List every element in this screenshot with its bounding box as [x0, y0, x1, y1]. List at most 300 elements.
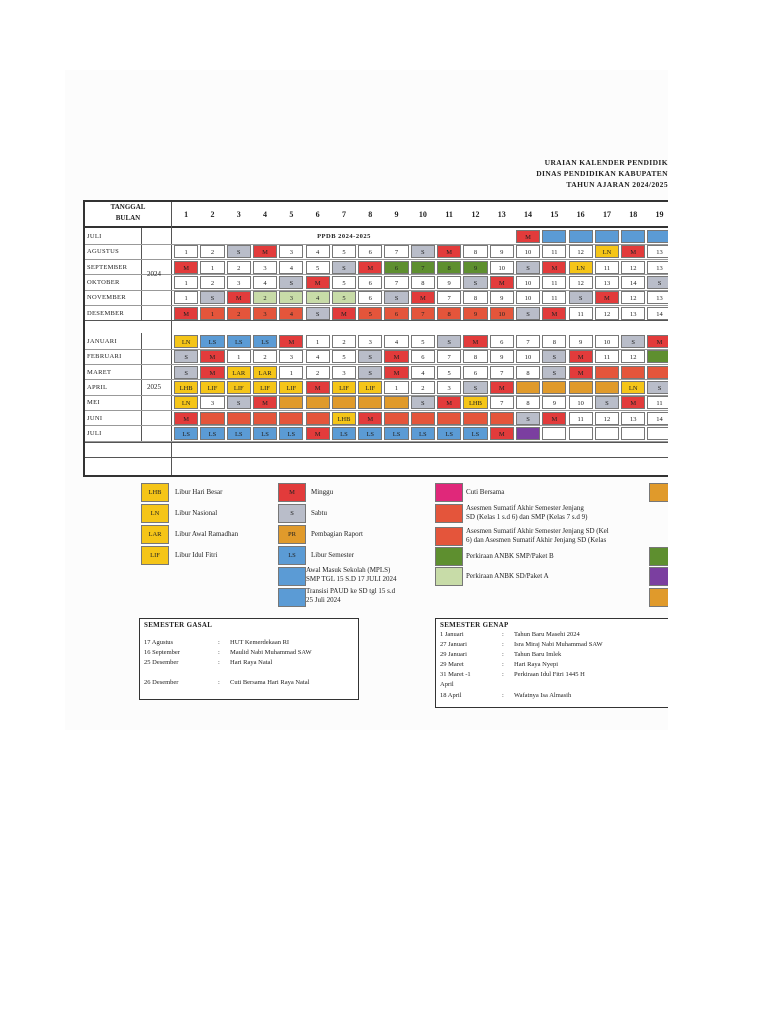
day-cell: 11	[595, 261, 619, 274]
day-header-9: 9	[394, 210, 399, 219]
day-cell: 2	[253, 350, 277, 363]
day-cell: 9	[463, 261, 487, 274]
day-cell: 10	[516, 276, 540, 289]
day-cell	[647, 230, 668, 243]
day-cell	[200, 412, 224, 425]
day-cell: LHB	[174, 381, 198, 394]
day-cell: 4	[306, 245, 330, 258]
day-cell	[647, 366, 668, 379]
day-cell: 3	[279, 350, 303, 363]
day-cell: S	[227, 396, 251, 409]
day-cell: S	[227, 245, 251, 258]
day-cell: LIF	[253, 381, 277, 394]
y2024-month-desember: DESEMBER	[87, 309, 125, 317]
day-cell: 10	[516, 350, 540, 363]
day-cell: 12	[621, 261, 645, 274]
day-cell: 12	[569, 245, 593, 258]
event-date: 1 Januari	[440, 631, 464, 638]
day-cell: 7	[437, 291, 461, 304]
day-cell: 13	[647, 245, 668, 258]
day-cell: 8	[463, 350, 487, 363]
day-cell: 3	[358, 335, 382, 348]
legend-swatch-lar: LAR	[141, 525, 169, 544]
day-cell: 8	[516, 396, 540, 409]
day-cell: M	[490, 427, 514, 440]
event-date: 25 Desember	[144, 659, 179, 666]
legend-label-ln: Libur Nasional	[175, 509, 218, 517]
legend-swatch-col3	[435, 567, 463, 586]
day-cell: M	[174, 307, 198, 320]
day-header-7: 7	[341, 210, 346, 219]
day-cell: LS	[332, 427, 356, 440]
day-cell: 1	[279, 366, 303, 379]
day-cell: S	[516, 307, 540, 320]
legend-label-s: Sabtu	[311, 509, 327, 517]
day-cell: 9	[490, 291, 514, 304]
legend-swatch-col3	[435, 527, 463, 546]
day-cell: M	[542, 412, 566, 425]
day-cell: M	[647, 335, 668, 348]
event-date: 29 Maret	[440, 661, 464, 668]
day-cell: LIF	[227, 381, 251, 394]
day-cell: LS	[253, 427, 277, 440]
day-cell: 2	[411, 381, 435, 394]
spacer-row-3	[85, 457, 668, 458]
day-cell: 7	[437, 350, 461, 363]
day-cell: 6	[384, 261, 408, 274]
day-cell: 13	[621, 307, 645, 320]
day-cell: 14	[647, 412, 668, 425]
day-header-4: 4	[263, 210, 268, 219]
legend-label-lhb: Libur Hari Besar	[175, 488, 223, 496]
day-cell: M	[306, 381, 330, 394]
legend-swatch-col3	[435, 547, 463, 566]
day-cell: LS	[279, 427, 303, 440]
day-header-10: 10	[418, 210, 427, 219]
y2025-month-maret: MARET	[87, 368, 112, 376]
day-cell: S	[621, 335, 645, 348]
day-cell: 12	[595, 307, 619, 320]
event-separator: :	[502, 651, 504, 658]
day-cell	[306, 396, 330, 409]
day-cell: S	[542, 366, 566, 379]
semester-gasal-box	[139, 618, 359, 700]
day-cell: S	[411, 245, 435, 258]
day-cell: 4	[253, 276, 277, 289]
day-cell: 5	[332, 276, 356, 289]
day-cell: M	[253, 396, 277, 409]
day-cell: 8	[411, 276, 435, 289]
day-cell: 1	[384, 381, 408, 394]
day-cell: LS	[200, 335, 224, 348]
day-header-19: 19	[655, 210, 664, 219]
spacer-row-1	[85, 320, 668, 321]
day-cell: 6	[411, 350, 435, 363]
day-cell: 5	[332, 291, 356, 304]
day-cell: S	[463, 381, 487, 394]
event-date: 16 September	[144, 649, 180, 656]
day-cell: LHB	[463, 396, 487, 409]
day-cell: M	[174, 412, 198, 425]
day-cell: 3	[332, 366, 356, 379]
legend-swatch-blue-extra	[278, 588, 306, 607]
day-cell: LS	[227, 335, 251, 348]
calendar-table	[83, 200, 668, 477]
day-cell: 1	[200, 307, 224, 320]
day-cell: LS	[253, 335, 277, 348]
day-cell	[542, 381, 566, 394]
legend-col3-line1: Asesmen Sumatif Akhir Semester Jenjang SD (Kel	[466, 527, 609, 535]
legend-col3-line1: Cuti Bersama	[466, 488, 505, 496]
legend-swatch-m: M	[278, 483, 306, 502]
header-line-3: TAHUN AJARAN 2024/2025	[566, 180, 668, 189]
day-cell: 3	[437, 381, 461, 394]
day-cell: M	[200, 350, 224, 363]
event-description: Maulid Nabi Muhammad SAW	[230, 649, 312, 656]
day-cell: 8	[542, 335, 566, 348]
day-header-1: 1	[184, 210, 189, 219]
day-cell: 10	[490, 307, 514, 320]
day-cell: M	[411, 291, 435, 304]
event-separator: :	[218, 679, 220, 686]
day-cell: S	[279, 276, 303, 289]
day-cell: LS	[437, 427, 461, 440]
event-date: 18 April	[440, 692, 462, 699]
day-cell: M	[306, 276, 330, 289]
day-cell	[542, 230, 566, 243]
day-cell: LAR	[253, 366, 277, 379]
day-cell: 9	[542, 396, 566, 409]
y2025-month-mei: MEI	[87, 399, 100, 407]
legend-label-lar: Libur Awal Ramadhan	[175, 530, 239, 538]
day-cell: 9	[437, 276, 461, 289]
legend-col3-line1: Perkiraan ANBK SMP/Paket B	[466, 552, 554, 560]
y2025-month-april: APRIL	[87, 383, 108, 391]
day-cell	[595, 366, 619, 379]
day-cell: 5	[332, 245, 356, 258]
y2024-month-november: NOVEMBER	[87, 294, 126, 302]
legend-label-pr: Pembagian Raport	[311, 530, 363, 538]
day-cell: 4	[306, 350, 330, 363]
day-cell: 11	[595, 350, 619, 363]
day-header-14: 14	[524, 210, 533, 219]
legend-swatch-ln: LN	[141, 504, 169, 523]
day-cell: S	[174, 366, 198, 379]
day-cell: LS	[174, 427, 198, 440]
day-cell: 8	[437, 307, 461, 320]
day-cell: 11	[542, 276, 566, 289]
day-cell: S	[569, 291, 593, 304]
event-description: Wafatnya Isa Almasih	[514, 692, 572, 699]
day-header-2: 2	[210, 210, 215, 219]
event-description: HUT Kemerdekaan RI	[230, 639, 290, 646]
day-cell	[306, 412, 330, 425]
day-cell: S	[332, 261, 356, 274]
day-cell: 9	[490, 350, 514, 363]
day-cell	[516, 381, 540, 394]
day-cell: 11	[569, 412, 593, 425]
header-line-2: DINAS PENDIDIKAN KABUPATEN	[536, 169, 668, 178]
y2025-month-juni: JUNI	[87, 414, 103, 422]
corner-tanggal-label: TANGGAL	[110, 203, 146, 211]
day-cell: S	[306, 307, 330, 320]
day-cell	[542, 427, 566, 440]
spacer-row-2	[85, 442, 668, 443]
day-cell: LS	[358, 427, 382, 440]
day-cell	[621, 230, 645, 243]
day-cell: M	[384, 366, 408, 379]
day-cell: 3	[227, 276, 251, 289]
legend-swatch-col3	[435, 483, 463, 502]
day-cell: 10	[595, 335, 619, 348]
day-cell	[647, 427, 668, 440]
day-cell	[595, 427, 619, 440]
day-header-12: 12	[471, 210, 480, 219]
day-cell: LS	[227, 427, 251, 440]
day-cell: S	[358, 350, 382, 363]
y2025-month-januari: JANUARI	[87, 338, 117, 345]
day-cell	[463, 412, 487, 425]
event-date: 17 Agustus	[144, 639, 174, 646]
day-cell: S	[463, 276, 487, 289]
day-cell: 2	[200, 276, 224, 289]
legend-extra-line1: Transisi PAUD ke SD tgl 15 s.d	[306, 587, 396, 595]
day-cell: M	[358, 412, 382, 425]
day-cell: 2	[332, 335, 356, 348]
day-cell: 7	[516, 335, 540, 348]
day-cell: 6	[358, 245, 382, 258]
day-cell: M	[463, 335, 487, 348]
day-cell: M	[332, 307, 356, 320]
day-cell: S	[174, 350, 198, 363]
event-separator: :	[218, 659, 220, 666]
day-cell: 6	[358, 276, 382, 289]
event-date: April	[440, 681, 454, 688]
legend-swatch-pr: PR	[278, 525, 306, 544]
legend-swatch-s: S	[278, 504, 306, 523]
day-cell: 13	[647, 291, 668, 304]
day-cell: 7	[384, 245, 408, 258]
legend-swatch-lhb: LHB	[141, 483, 169, 502]
event-date: 27 Januari	[440, 641, 467, 648]
day-cell: M	[621, 245, 645, 258]
day-header-5: 5	[289, 210, 294, 219]
day-cell: M	[253, 245, 277, 258]
day-cell	[279, 412, 303, 425]
day-cell: 1	[174, 276, 198, 289]
day-cell: S	[384, 291, 408, 304]
day-cell: 10	[490, 261, 514, 274]
legend-col3-line2: SD (Kelas 1 s.d 6) dan SMP (Kelas 7 s.d 9)	[466, 513, 588, 521]
day-cell: 10	[516, 291, 540, 304]
event-description: Tahun Baru Masehi 2024	[514, 631, 580, 638]
day-cell: 5	[358, 307, 382, 320]
day-cell: 12	[621, 291, 645, 304]
day-cell: LS	[384, 427, 408, 440]
day-cell: 3	[200, 396, 224, 409]
y2025-month-februari: FEBRUARI	[87, 353, 122, 361]
day-cell: 4	[306, 291, 330, 304]
day-cell: M	[306, 427, 330, 440]
day-header-3: 3	[236, 210, 241, 219]
day-cell: S	[358, 366, 382, 379]
day-cell: 12	[621, 350, 645, 363]
day-cell: 11	[542, 291, 566, 304]
day-cell	[490, 412, 514, 425]
ppdb-banner: PPDB 2024-2025	[174, 230, 514, 243]
day-cell: 13	[595, 276, 619, 289]
day-header-11: 11	[445, 210, 453, 219]
legend-extra-line2: SMP TGL 15 S.D 17 JULI 2024	[306, 575, 397, 583]
day-cell: LN	[595, 245, 619, 258]
day-cell: 5	[306, 261, 330, 274]
day-cell: M	[358, 261, 382, 274]
day-cell: 5	[411, 335, 435, 348]
day-cell: 13	[647, 261, 668, 274]
day-cell: M	[279, 335, 303, 348]
day-cell: 1	[227, 350, 251, 363]
legend-col3-line1: Perkiraan ANBK SD/Paket A	[466, 572, 549, 580]
day-cell	[358, 396, 382, 409]
day-cell	[332, 396, 356, 409]
day-cell	[411, 412, 435, 425]
day-cell: M	[516, 230, 540, 243]
day-cell: LN	[621, 381, 645, 394]
day-cell	[569, 230, 593, 243]
day-header-17: 17	[602, 210, 611, 219]
legend-swatch-right	[649, 483, 668, 502]
day-cell: 3	[253, 307, 277, 320]
event-description: Isra Miraj Nabi Muhammad SAW	[514, 641, 603, 648]
event-separator: :	[502, 641, 504, 648]
legend-col3-line2: 6) dan Asesmen Sumatif Akhir Jenjang SD (Kelas	[466, 536, 607, 544]
y2024-month-juli: JULI	[87, 233, 102, 240]
day-cell: 8	[437, 261, 461, 274]
day-cell: LIF	[332, 381, 356, 394]
day-cell: LAR	[227, 366, 251, 379]
day-cell: 1	[306, 335, 330, 348]
legend-col3-line1: Asesmen Sumatif Akhir Semester Jenjang	[466, 504, 584, 512]
corner-bulan-label: BULAN	[115, 214, 141, 222]
day-cell: 9	[490, 245, 514, 258]
day-cell: 4	[411, 366, 435, 379]
event-description: Perkiraan Idul Fitri 1445 H	[514, 671, 585, 678]
day-cell: LN	[174, 396, 198, 409]
event-separator: :	[218, 649, 220, 656]
day-cell: M	[569, 366, 593, 379]
day-cell: 6	[358, 291, 382, 304]
day-cell: 11	[647, 396, 668, 409]
day-cell: M	[595, 291, 619, 304]
day-cell: LS	[411, 427, 435, 440]
day-cell: 7	[490, 366, 514, 379]
day-cell	[384, 396, 408, 409]
day-cell: 10	[516, 245, 540, 258]
day-cell: 1	[200, 261, 224, 274]
day-cell: 13	[621, 412, 645, 425]
day-cell: 7	[411, 261, 435, 274]
day-cell	[595, 381, 619, 394]
legend-swatch-right	[649, 588, 668, 607]
day-cell: M	[490, 276, 514, 289]
day-cell	[516, 427, 540, 440]
day-cell: 9	[569, 335, 593, 348]
day-cell: S	[437, 335, 461, 348]
legend-label-m: Minggu	[311, 488, 334, 496]
event-description: Cuti Bersama Hari Raya Natal	[230, 679, 310, 686]
day-cell: 8	[516, 366, 540, 379]
day-cell: 2	[227, 261, 251, 274]
legend-swatch-lif: LIF	[141, 546, 169, 565]
day-cell: M	[490, 381, 514, 394]
day-cell: S	[647, 381, 668, 394]
event-separator: :	[502, 661, 504, 668]
event-date: 29 Januari	[440, 651, 467, 658]
day-cell: 7	[490, 396, 514, 409]
event-separator: :	[502, 692, 504, 699]
day-cell: 11	[542, 245, 566, 258]
legend-extra-line2: 25 Juli 2024	[306, 596, 341, 604]
y2024-month-agustus: AGUSTUS	[87, 248, 120, 256]
day-cell	[647, 350, 668, 363]
day-cell	[437, 412, 461, 425]
legend-swatch-blue-extra	[278, 567, 306, 586]
day-cell	[279, 396, 303, 409]
day-cell	[384, 412, 408, 425]
event-separator: :	[502, 671, 504, 678]
day-cell	[569, 427, 593, 440]
day-cell: LIF	[279, 381, 303, 394]
day-cell: 5	[437, 366, 461, 379]
day-cell: M	[621, 396, 645, 409]
day-cell: 3	[253, 261, 277, 274]
day-cell: S	[647, 276, 668, 289]
day-cell: LS	[463, 427, 487, 440]
event-separator: :	[502, 631, 504, 638]
day-cell: M	[174, 261, 198, 274]
legend-label-ls: Libur Semester	[311, 551, 354, 559]
day-cell: LN	[569, 261, 593, 274]
semester-genap-title: SEMESTER GENAP	[440, 621, 509, 629]
event-description: Hari Raya Natal	[230, 659, 273, 666]
day-cell: 8	[463, 291, 487, 304]
day-cell: M	[200, 366, 224, 379]
header-line-1: URAIAN KALENDER PENDIDIK	[544, 158, 668, 167]
y2025-year-label: 2025	[147, 382, 161, 391]
y2024-month-september: SEPTEMBER	[87, 263, 128, 271]
legend-swatch-col3	[435, 504, 463, 523]
legend-swatch-right	[649, 567, 668, 586]
day-cell: S	[595, 396, 619, 409]
day-cell: 6	[384, 307, 408, 320]
day-cell: M	[569, 350, 593, 363]
header-divider	[85, 226, 668, 228]
day-cell: 14	[647, 307, 668, 320]
day-cell: 1	[174, 291, 198, 304]
day-cell: 4	[279, 307, 303, 320]
day-cell: S	[200, 291, 224, 304]
day-cell: S	[542, 350, 566, 363]
day-cell: LN	[174, 335, 198, 348]
legend-label-lif: Libur Idul Fitri	[175, 551, 218, 559]
day-cell: 2	[200, 245, 224, 258]
event-description: Hari Raya Nyepi	[514, 661, 559, 668]
day-cell: LIF	[358, 381, 382, 394]
semester-genap-box	[435, 618, 668, 708]
day-cell	[621, 366, 645, 379]
day-cell: 8	[463, 245, 487, 258]
day-cell	[569, 381, 593, 394]
